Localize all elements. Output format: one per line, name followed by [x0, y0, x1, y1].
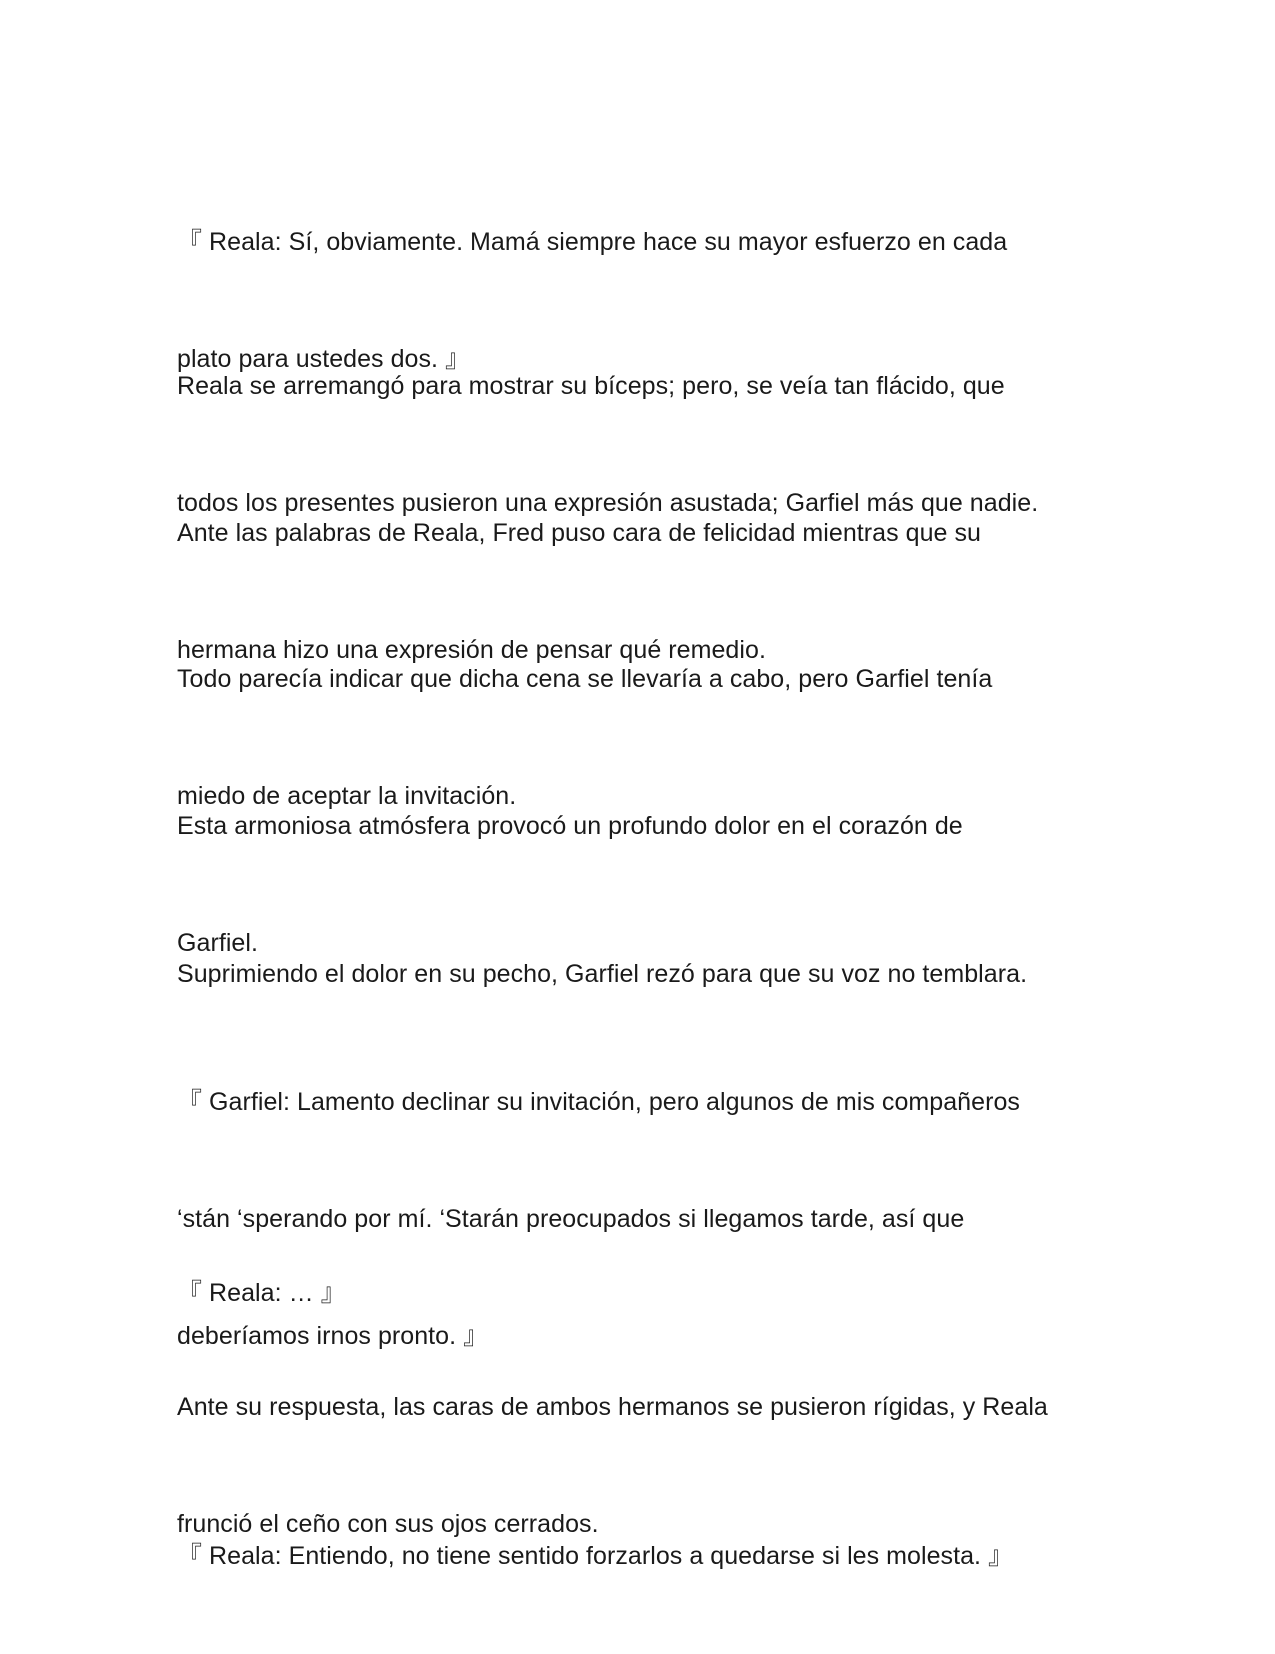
paragraph-line: Suprimiendo el dolor en su pecho, Garfiel rezó para que su voz no temblara. [177, 960, 1028, 988]
paragraph-line: deberíamos irnos pronto. 』 [177, 1322, 489, 1350]
paragraph-line: frunció el ceño con sus ojos cerrados. [177, 1510, 599, 1538]
paragraph-line: 『 Reala: Sí, obviamente. Mamá siempre hace su mayor esfuerzo en cada [177, 228, 1008, 256]
paragraph-line: Reala se arremangó para mostrar su bíceps; pero, se veía tan flácido, que [177, 372, 1005, 400]
paragraph-10 [177, 1459, 1097, 1654]
paragraph-line: plato para ustedes dos. 』 [177, 345, 471, 373]
paragraph-line: Ante su respuesta, las caras de ambos hermanos se pusieron rígidas, y Reala [177, 1393, 1048, 1421]
paragraph-line: 『 Reala: … 』 [177, 1279, 346, 1307]
paragraph-line: ‘stán ‘sperando por mí. ‘Starán preocupados si llegamos tarde, así que [177, 1205, 965, 1233]
paragraph-line: Ante las palabras de Reala, Fred puso cara de felicidad mientras que su [177, 519, 982, 547]
paragraph-line: Esta armoniosa atmósfera provocó un profundo dolor en el corazón de [177, 812, 963, 840]
paragraph-line: hermana hizo una expresión de pensar qué remedio. [177, 636, 766, 664]
paragraph-line: Todo parecía indicar que dicha cena se llevaría a cabo, pero Garfiel tenía [177, 665, 993, 693]
paragraph-line: 『 Reala: Entiendo, no tiene sentido forzarlos a quedarse si les molesta. 』 [177, 1542, 1014, 1570]
paragraph-line: todos los presentes pusieron una expresión asustada; Garfiel más que nadie. [177, 489, 1039, 517]
paragraph-line: 『 Garfiel: Lamento declinar su invitación, pero algunos de mis compañeros [177, 1088, 1020, 1116]
paragraph-line: Garfiel. [177, 929, 258, 957]
paragraph-line: miedo de aceptar la invitación. [177, 782, 517, 810]
